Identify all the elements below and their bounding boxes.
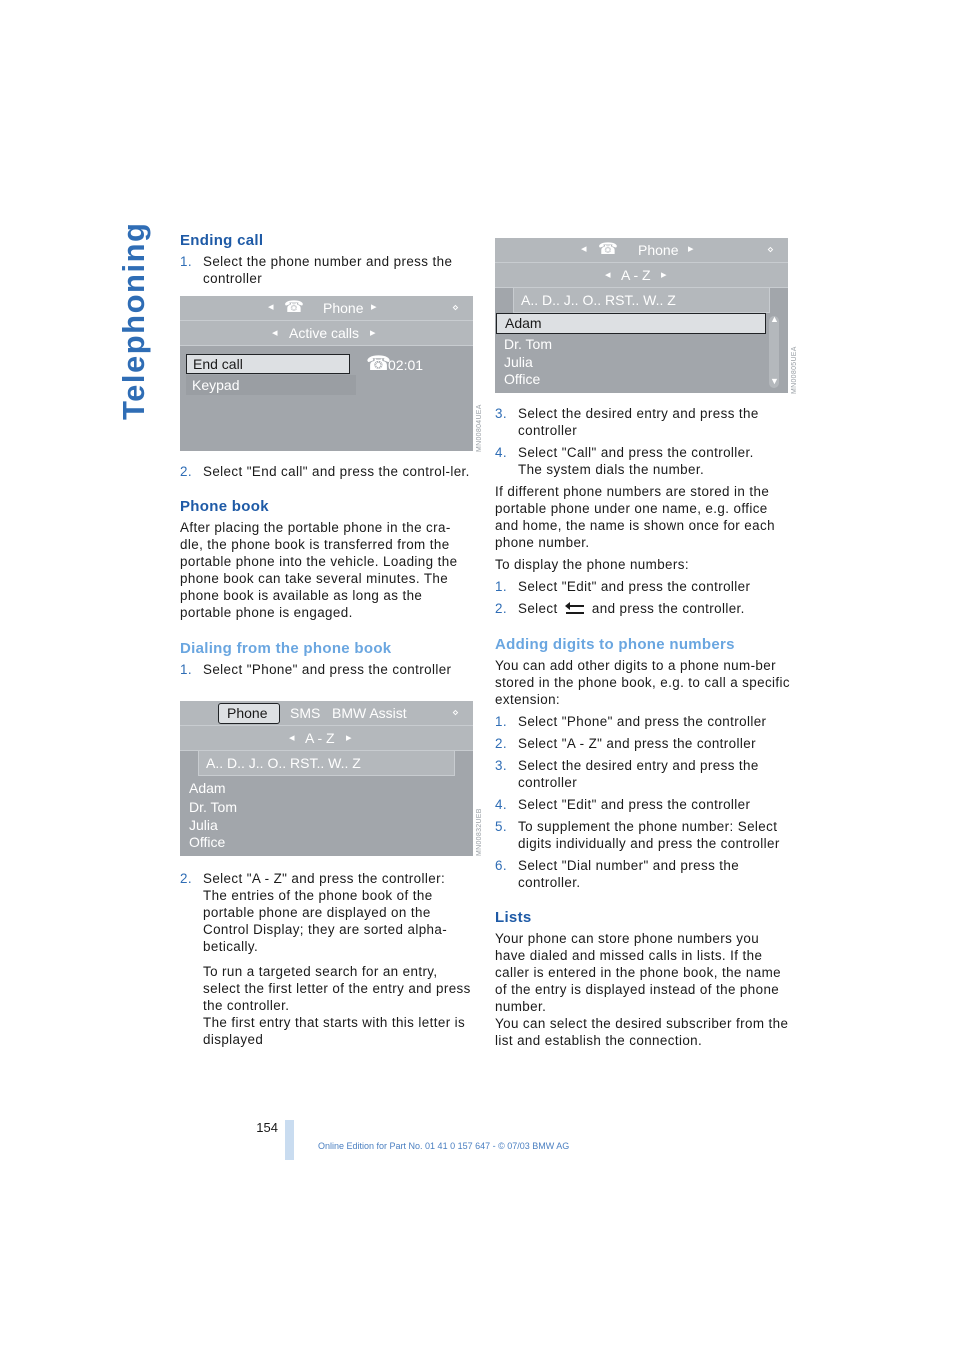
screen-title-bar [495,238,788,263]
adding-step-4 [495,796,791,813]
step-3 [495,405,791,439]
step-number: 1. [180,662,192,677]
dialing-step-1 [180,661,472,678]
step-text: and press the controller. [591,601,745,616]
phone-handset-icon: ☎ [598,241,618,258]
lists-heading: Lists [495,909,532,926]
step-text: Select "Phone" and press the controller [203,662,452,677]
left-column-top [180,232,470,287]
entry-item[interactable]: Office [504,371,541,387]
screen-subtitle: A - Z [305,730,335,746]
step-number: 3. [495,758,507,773]
call-timer: 02:01 [388,357,424,373]
alphabet-index: A.. D.. J.. O.. RST.. W.. Z [206,755,361,771]
phone-handset-icon: ☎ [366,353,391,375]
dialing-step-2-note [180,963,472,1048]
options-icon: ⋄ [452,302,459,314]
step-number: 4. [495,797,507,812]
screen-tab-bar [180,701,473,726]
section-title [110,221,154,420]
adding-digits-heading: Adding digits to phone numbers [495,636,735,653]
left-column-bottom [180,870,472,1048]
entry-item[interactable]: Julia [504,354,533,370]
step-number: 1. [180,254,192,269]
adding-step-6 [495,857,791,891]
dialing-heading: Dialing from the phone book [180,640,392,657]
display-step-2 [495,600,791,617]
step-text: The first entry that starts with this letter is displayed [203,1015,466,1047]
step-number: 1. [495,714,507,729]
step-number: 1. [495,579,507,594]
ending-call-step-2 [180,463,472,480]
image-code: MN00805UEA [791,346,798,394]
tab-sms[interactable]: SMS [290,705,321,721]
chevron-right-icon: ▸ [661,269,667,281]
footer-accent-bar [285,1120,294,1160]
screen-sub-bar [180,726,473,751]
scrollbar[interactable] [769,316,779,388]
entry-selected[interactable]: Adam [496,313,766,334]
step-text: Select "A - Z" and press the controller [518,736,756,751]
adding-step-3 [495,757,791,791]
entry-item[interactable]: Dr. Tom [504,336,552,352]
adding-step-1 [495,713,791,730]
lists-body: Your phone can store phone numbers you have dialed and missed calls in lists. If the caller is entered in the phone book, the name of the entry is displayed instead of the phone number. [495,931,781,1014]
ending-call-heading: Ending call [180,232,264,249]
section-title-text: Telephoning [116,221,151,420]
step-number: 2. [180,464,192,479]
step-number: 3. [495,406,507,421]
screen-sub-bar [495,263,788,288]
step-text: Select the phone number and press the controller [203,254,453,286]
step-text: Select the desired entry and press the controller [518,406,759,438]
screen-title: Phone [638,242,679,258]
step-text: Select "Call" and press the controller. [518,445,754,460]
step-text: Select "End call" and press the control-ler. [203,464,470,479]
step-number: 2. [495,736,507,751]
chevron-left-icon: ◂ [268,301,274,313]
screen-active-calls [180,296,473,451]
screen-title-bar [180,296,473,321]
chevron-right-icon: ▸ [371,301,377,313]
chevron-right-icon: ▸ [688,243,694,255]
step-4 [495,444,791,478]
tab-bmw-assist[interactable]: BMW Assist [332,705,407,721]
chevron-right-icon: ▸ [346,732,352,744]
display-step-1 [495,578,791,595]
screen-phone-book [180,701,473,856]
screen-subtitle: Active calls [289,325,360,341]
tab-phone[interactable]: Phone [218,703,280,724]
step-text: To supplement the phone number: Select digits individually and press the controller [518,819,780,851]
step-text: Select "Dial number" and press the controller. [518,858,740,890]
adding-digits-body: You can add other digits to a phone num-ber stored in the phone book, e.g. to call a specific extension: [495,658,791,707]
page-number: 154 [256,1120,278,1135]
paragraph: To display the phone numbers: [495,557,689,572]
screen-title: Phone [323,300,364,316]
scroll-down-icon[interactable]: ▼ [770,376,779,386]
screen-subtitle: A - Z [621,267,651,283]
phone-book-body: After placing the portable phone in the cra-dle, the phone book is transferred from the portable phone into the vehicle. Loading the phone book can take several minutes. The phone book is available as long as the portable phone is engaged. [180,520,458,620]
entry-item[interactable]: Dr. Tom [189,799,237,815]
entry-item[interactable]: Julia [189,817,218,833]
step-text: The system dials the number. [518,462,705,477]
right-column [495,405,791,1049]
back-arrow-icon [564,602,586,615]
chevron-right-icon: ▸ [370,327,376,339]
step-text: Select [518,601,558,616]
keypad-row[interactable] [186,375,356,395]
step-text: Select "Edit" and press the controller [518,797,751,812]
keypad-item: Keypad [192,377,240,393]
screen-sub-bar [180,321,473,346]
dialing-step-2 [180,870,472,955]
step-number: 2. [495,601,507,616]
entry-item[interactable]: Office [189,834,226,850]
screen-entry-select [495,238,788,393]
chevron-left-icon: ◂ [289,732,295,744]
chevron-left-icon: ◂ [605,269,611,281]
step-text: Select "Phone" and press the controller [518,714,767,729]
options-icon: ⋄ [767,244,774,256]
step-text: Select "A - Z" and press the controller: The entries of the phone book of the portable phone are displayed on the Control Display; they are sorted alpha-betically. [203,871,448,954]
left-column-mid [180,463,472,678]
adding-step-2 [495,735,791,752]
ending-call-step-1 [180,253,470,287]
phone-book-heading: Phone book [180,498,269,515]
lists-body-2: You can select the desired subscriber from the list and establish the connection. [495,1016,789,1048]
options-icon: ⋄ [452,707,459,719]
step-number: 6. [495,858,507,873]
index-bar[interactable] [198,751,455,776]
step-text: Select "Edit" and press the controller [518,579,751,594]
index-bar[interactable] [513,288,770,313]
step-number: 5. [495,819,507,834]
chevron-left-icon: ◂ [581,243,587,255]
footer-edition: Online Edition for Part No. 01 41 0 157 647 - © 07/03 BMW AG [318,1141,570,1151]
end-call-item[interactable]: End call [186,354,350,374]
scroll-up-icon[interactable]: ▲ [770,314,779,324]
step-number: 2. [180,871,192,886]
phone-handset-icon: ☎ [284,299,304,316]
step-number: 4. [495,445,507,460]
alphabet-index: A.. D.. J.. O.. RST.. W.. Z [521,292,676,308]
chevron-left-icon: ◂ [272,327,278,339]
paragraph: If different phone numbers are stored in the portable phone under one name, e.g. office and home, the name is shown once for each phone number. [495,484,775,550]
adding-step-5 [495,818,791,852]
image-code: MN00832UEB [476,808,483,856]
step-text: To run a targeted search for an entry, select the first letter of the entry and press the controller. [203,964,471,1013]
step-text: Select the desired entry and press the controller [518,758,759,790]
entry-item[interactable]: Adam [189,780,226,796]
image-code: MN00804UEA [476,404,483,452]
